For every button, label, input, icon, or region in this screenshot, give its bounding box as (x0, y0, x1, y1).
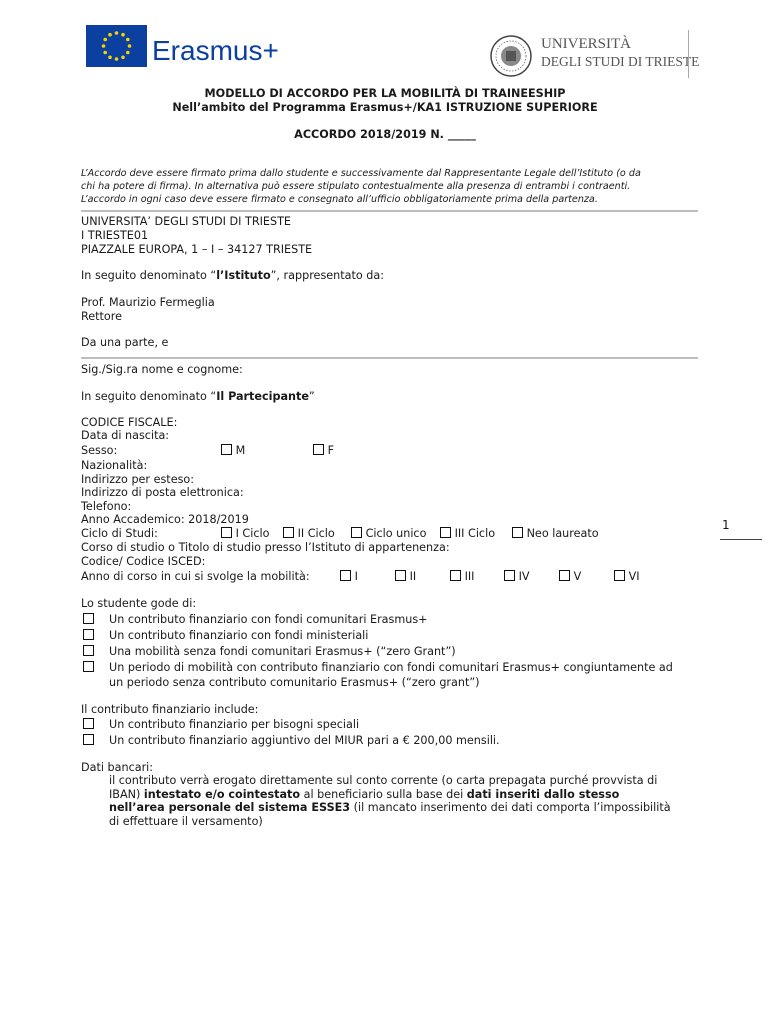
page-number: 1 (722, 518, 730, 532)
participant-name-label: Sig./Sig.ra nome e cognome: (81, 363, 243, 376)
institution-denomination (81, 269, 384, 283)
document-title-line2: Nell’ambito del Programma Erasmus+/KA1 ISTRUZIONE SUPERIORE (172, 101, 598, 114)
cycle-option-5[interactable] (512, 527, 599, 541)
intro-note-line2: chi ha potere di firma). In alternativa può essere stipulato contestualmente alla presenza di entrambi i contraenti. (81, 181, 631, 192)
financial-item-label: Un contributo finanziario per bisogni speciali (109, 718, 360, 731)
isced-label: Codice/ Codice ISCED: (81, 555, 206, 568)
year-option-4[interactable] (504, 570, 530, 584)
checkbox[interactable] (395, 570, 406, 581)
sex-label: Sesso: (81, 444, 118, 457)
sex-m-label: M (235, 444, 246, 457)
benefit-item-label: Un contributo finanziario con fondi comunitari Erasmus+ (109, 613, 428, 626)
year-option-5[interactable] (559, 570, 581, 584)
checkbox[interactable] (83, 613, 94, 624)
university-logo-line1: UNIVERSITÀ (541, 36, 631, 52)
checkbox[interactable] (440, 527, 451, 538)
institution-denomination-bold: l’Istituto (216, 269, 271, 282)
bank-line2-pre: IBAN) (109, 788, 144, 801)
financial-heading: Il contributo finanziario include: (81, 703, 259, 716)
participant-denomination-bold: Il Partecipante (216, 390, 309, 403)
representative-role: Rettore (81, 310, 123, 323)
institution-code: I TRIESTE01 (81, 229, 149, 242)
section-divider (81, 357, 698, 359)
email-label: Indirizzo di posta elettronica: (81, 486, 244, 499)
course-label: Corso di studio o Titolo di studio presso l’Istituto di appartenenza: (81, 541, 450, 554)
financial-item-label: Un contributo finanziario aggiuntivo del MIUR pari a € 200,00 mensili. (109, 734, 500, 747)
institution-address: PIAZZALE EUROPA, 1 – I – 34127 TRIESTE (81, 243, 313, 256)
checkbox[interactable] (559, 570, 570, 581)
checkbox[interactable] (83, 629, 94, 640)
checkbox[interactable] (614, 570, 625, 581)
sex-m-option[interactable] (221, 444, 245, 458)
intro-note (81, 167, 641, 206)
cycle-option-2[interactable] (283, 527, 335, 541)
benefit-item-label: Una mobilità senza fondi comunitari Erasmus+ (“zero Grant”) (109, 645, 456, 658)
one-party-text: Da una parte, e (81, 336, 169, 349)
checkbox[interactable] (512, 527, 523, 538)
financial-item[interactable] (83, 734, 94, 748)
bank-line4: di effettuare il versamento) (109, 815, 263, 828)
section-divider (81, 210, 698, 212)
benefit-item[interactable] (83, 613, 94, 627)
sex-f-option[interactable] (313, 444, 334, 458)
benefits-heading: Lo studente gode di: (81, 597, 197, 610)
checkbox[interactable] (351, 527, 362, 538)
document-title-line1: MODELLO DI ACCORDO PER LA MOBILITÀ DI TRAINEESHIP (204, 87, 566, 100)
bank-line1: il contributo verrà erogato direttamente sul conto corrente (o carta prepagata purché provvista di (109, 774, 658, 787)
bank-line3-bold: nell’area personale del sistema ESSE3 (109, 801, 351, 814)
university-logo-line2: DEGLI STUDI DI TRIESTE (541, 54, 700, 69)
agreement-number: ACCORDO 2018/2019 N. _____ (294, 128, 476, 141)
year-option-label: I (354, 570, 358, 583)
checkbox[interactable] (83, 734, 94, 745)
cycle-option-label: III Ciclo (454, 527, 496, 540)
benefit-item-label: Un contributo finanziario con fondi ministeriali (109, 629, 369, 642)
year-option-label: V (573, 570, 582, 583)
financial-item[interactable] (83, 718, 94, 732)
page-number-rule (720, 539, 762, 540)
participant-denomination-pre: In seguito denominato “ (81, 390, 217, 403)
phone-label: Telefono: (81, 500, 132, 513)
intro-note-line1: L’Accordo deve essere firmato prima dallo studente e successivamente dal Rappresentante Legale dell’Istituto (o da (81, 168, 641, 179)
year-option-1[interactable] (340, 570, 358, 584)
participant-denomination-post: ” (308, 390, 315, 403)
checkbox[interactable] (221, 527, 232, 538)
academic-year-label: Anno Accademico: 2018/2019 (81, 513, 249, 526)
checkbox[interactable] (83, 661, 94, 672)
year-option-label: II (409, 570, 417, 583)
birth-date-label: Data di nascita: (81, 429, 170, 442)
year-option-6[interactable] (614, 570, 640, 584)
bank-line2-mid: al beneficiario sulla base dei (300, 788, 467, 801)
checkbox[interactable] (83, 718, 94, 729)
institution-name: UNIVERSITA’ DEGLI STUDI DI TRIESTE (81, 215, 291, 228)
checkbox[interactable] (450, 570, 461, 581)
cycle-option-4[interactable] (440, 527, 495, 541)
year-option-label: VI (628, 570, 640, 583)
cycle-option-label: II Ciclo (297, 527, 335, 540)
year-option-3[interactable] (450, 570, 474, 584)
benefit-item-label: Un periodo di mobilità con contributo finanziario con fondi comunitari Erasmus+ congiuntamente ad (109, 661, 673, 674)
checkbox[interactable] (221, 444, 232, 455)
cycle-option-label: I Ciclo (235, 527, 270, 540)
benefit-item[interactable] (83, 661, 94, 675)
fiscal-code-label: CODICE FISCALE: (81, 416, 178, 429)
cycle-label: Ciclo di Studi: (81, 527, 158, 540)
address-label: Indirizzo per esteso: (81, 473, 195, 486)
benefit-item[interactable] (83, 629, 94, 643)
eu-stars-icon (86, 25, 147, 67)
year-option-label: IV (518, 570, 530, 583)
cycle-option-1[interactable] (221, 527, 269, 541)
participant-denomination (81, 390, 315, 404)
institution-denomination-post: ”, rappresentato da: (270, 269, 385, 282)
checkbox[interactable] (313, 444, 324, 455)
bank-heading: Dati bancari: (81, 761, 154, 774)
eu-flag (86, 25, 147, 67)
bank-line2-bold1: intestato e/o cointestato (143, 788, 301, 801)
year-option-label: III (464, 570, 475, 583)
checkbox[interactable] (340, 570, 351, 581)
benefit-item[interactable] (83, 645, 94, 659)
bank-line3-post: (il mancato inserimento dei dati comporta l’impossibilità (350, 801, 671, 814)
nationality-label: Nazionalità: (81, 459, 148, 472)
bank-line2-bold2: dati inseriti dallo stesso (466, 788, 620, 801)
cycle-option-label: Ciclo unico (365, 527, 427, 540)
bank-line3 (109, 801, 671, 815)
erasmus-logo-text: Erasmus+ (152, 35, 279, 66)
bank-line2 (109, 788, 619, 802)
benefit-item-label-continued: un periodo senza contributo comunitario Erasmus+ (“zero grant”) (109, 676, 480, 689)
cycle-option-label: Neo laureato (526, 527, 599, 540)
logo-box-border (688, 30, 689, 78)
cycle-option-3[interactable] (351, 527, 426, 541)
checkbox[interactable] (83, 645, 94, 656)
year-option-2[interactable] (395, 570, 416, 584)
checkbox[interactable] (283, 527, 294, 538)
year-label: Anno di corso in cui si svolge la mobilità: (81, 570, 310, 583)
university-seal-icon (489, 34, 533, 78)
sex-f-label: F (327, 444, 334, 457)
intro-note-line3: L’accordo in ogni caso deve essere firmato e consegnato all’ufficio obbligatoriamente prima della partenza. (81, 194, 598, 205)
checkbox[interactable] (504, 570, 515, 581)
representative-name: Prof. Maurizio Fermeglia (81, 296, 215, 309)
institution-denomination-pre: In seguito denominato “ (81, 269, 217, 282)
